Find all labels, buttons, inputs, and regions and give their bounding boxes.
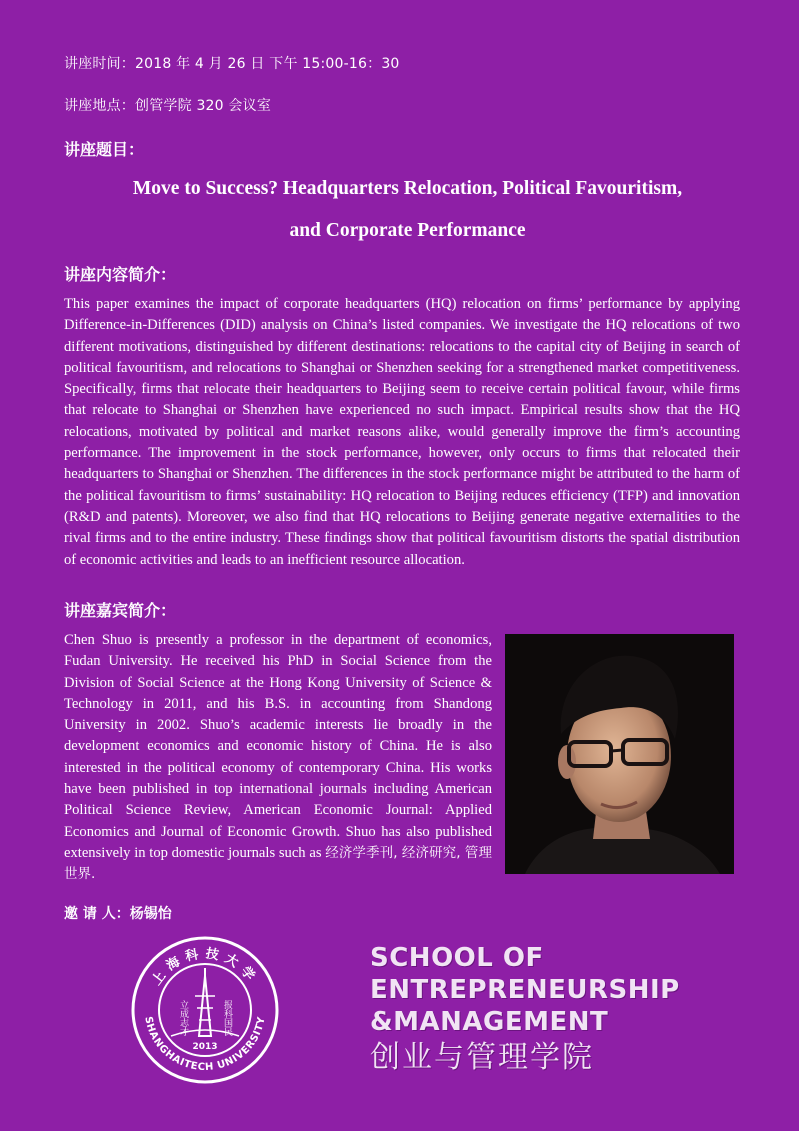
- host-line: 邀 请 人：杨锡怡: [64, 906, 172, 922]
- speaker-heading: 讲座嘉宾简介：: [64, 601, 177, 620]
- school-name-line-1: SCHOOL OF: [370, 943, 544, 973]
- seal-english-name: SHANGHAITECH UNIVERSITY: [142, 1015, 268, 1074]
- talk-title-line-2: and Corporate Performance: [289, 220, 526, 241]
- speaker-bio: [64, 630, 492, 886]
- talk-title-line-1: Move to Success? Headquarters Relocation, Political Favouritism,: [132, 178, 683, 199]
- lecture-venue: 讲座地点：创管学院 320 会议室: [64, 98, 272, 114]
- school-name-line-2: ENTREPRENEURSHIP: [370, 975, 680, 1005]
- speaker-photo: [505, 634, 734, 874]
- speaker-bio-journals: 经济学季刊, 经济研究, 管理世界.: [64, 844, 492, 883]
- abstract-heading: 讲座内容简介：: [64, 265, 177, 284]
- school-name: [370, 942, 680, 1078]
- seal-year: 2013: [192, 1042, 218, 1052]
- shanghaitech-logo: [131, 936, 279, 1084]
- university-seal-icon: [131, 936, 279, 1084]
- speaker-bio-text: Chen Shuo is presently a professor in the department of economics, Fudan University. He received his PhD in Social Science from the Division of Social Science at the Hong Kong University of Science & Technology in 2011, and his B.S. in accounting from Shandong University in 2002. Shuo’s academic interests lie broadly in the development economics and economic history of China. He is also interested in the political economy of contemporary China. His works have been published in top international journals including American Political Science Review, American Economic Journal: Applied Economics and Journal of Economic Growth. Shuo has also published extensively in top domestic journals such as: [64, 632, 492, 861]
- seal-motto-right: 报科国民: [222, 1000, 232, 1036]
- lecture-time: 讲座时间：2018 年 4 月 26 日 下午 15:00-16：30: [64, 56, 400, 72]
- speaker-portrait-image: [505, 634, 734, 874]
- topic-heading: 讲座题目：: [64, 140, 145, 159]
- school-name-chinese: 创业与管理学院: [370, 1040, 594, 1075]
- talk-title: [40, 168, 775, 252]
- seal-motto-left: 立成志才: [178, 1000, 188, 1036]
- seal-chinese-name: 上海科技大学: [149, 946, 261, 989]
- abstract-text: This paper examines the impact of corporate headquarters (HQ) relocation on firms’ performance by applying Difference-in-Differences (DID) analysis on China’s listed companies. We investigate the HQ relocations of two different motivations, distinguished by different destinations: relocations to the capital city of Beijing in search of political favouritism, and relocations to Shanghai or Shenzhen seeking for a strengthened market competitiveness. Specifically, firms that relocate their headquarters to Beijing seem to receive certain political favour, while firms that relocate to Shanghai or Shenzhen have experienced no such impact. Empirical results show that the HQ relocations, motivated by political and market reasons alike, would generally improve the firm’s accounting performance. The improvement in the stock performance, however, only occurs to firms that relocated their headquarters to Shanghai or Shenzhen. The differences in the stock performance might be attributed to the harm of the political favouritism to firms’ sustainability: HQ relocation to Beijing reduces efficiency (TFP) and innovation (R&D and patents). Moreover, we also find that HQ relocations to Beijing generate negative externalities to the rival firms and to the entire industry. These findings show that political favouritism distorts the spatial distribution of economic activities and leads to an inefficient resource allocation.: [64, 296, 740, 568]
- school-name-line-3: &MANAGEMENT: [370, 1007, 609, 1037]
